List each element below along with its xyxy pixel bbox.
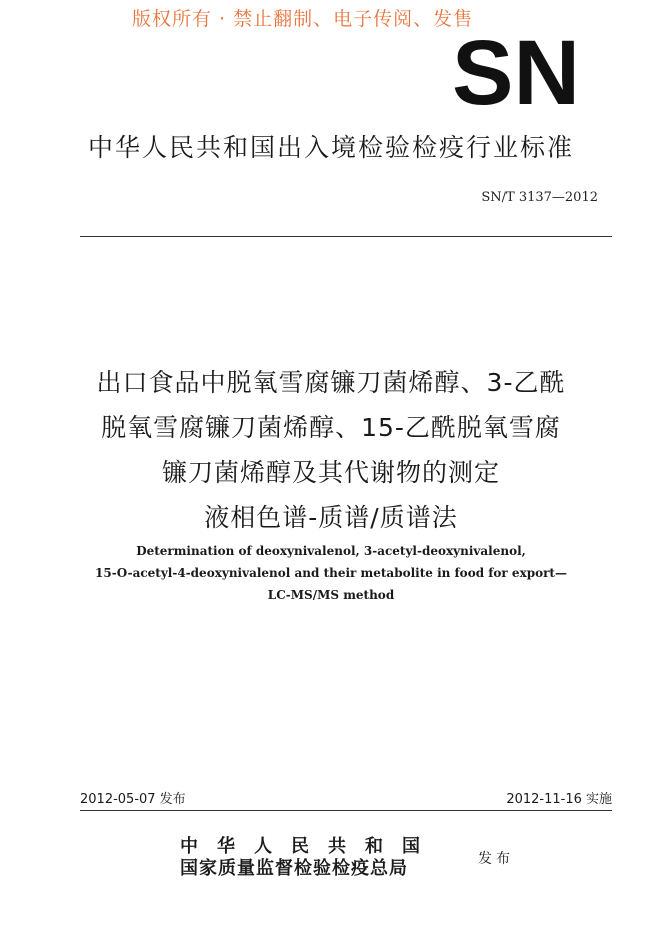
sn-logo bbox=[451, 36, 581, 108]
english-title-line: LC-MS/MS method bbox=[267, 588, 395, 602]
sn-logo-text: SN bbox=[452, 36, 580, 108]
issue-date: 2012-05-07 发布 bbox=[80, 792, 186, 807]
chinese-title bbox=[40, 360, 622, 540]
english-title-line: 15-O-acetyl-4-deoxynivalenol and their metabolite in food for export— bbox=[95, 566, 567, 580]
chinese-title-line: 镰刀菌烯醇及其代谢物的测定 bbox=[161, 458, 500, 487]
bottom-divider bbox=[80, 810, 612, 811]
standard-category: 中华人民共和国出入境检验检疫行业标准 bbox=[87, 133, 574, 162]
chinese-title-line: 脱氧雪腐镰刀菌烯醇、15-乙酰脱氧雪腐 bbox=[101, 413, 561, 442]
english-title-line: Determination of deoxynivalenol, 3-acetyl-deoxynivalenol, bbox=[136, 544, 526, 558]
issuer-agency: 国家质量监督检验检疫总局 bbox=[180, 858, 408, 879]
english-title bbox=[40, 540, 622, 606]
issuing-authority bbox=[180, 836, 439, 880]
top-divider bbox=[80, 236, 612, 237]
chinese-title-line: 液相色谱-质谱/质谱法 bbox=[204, 503, 458, 532]
chinese-title-line: 出口食品中脱氧雪腐镰刀菌烯醇、3-乙酰 bbox=[96, 368, 566, 397]
implementation-date: 2012-11-16 实施 bbox=[506, 792, 612, 807]
issuer-action: 发布 bbox=[478, 851, 514, 867]
issuer-country: 中华人民共和国 bbox=[180, 836, 439, 857]
standard-number: SN/T 3137—2012 bbox=[481, 190, 598, 205]
watermark-text: 版权所有 · 禁止翻制、电子传阅、发售 bbox=[132, 8, 474, 30]
